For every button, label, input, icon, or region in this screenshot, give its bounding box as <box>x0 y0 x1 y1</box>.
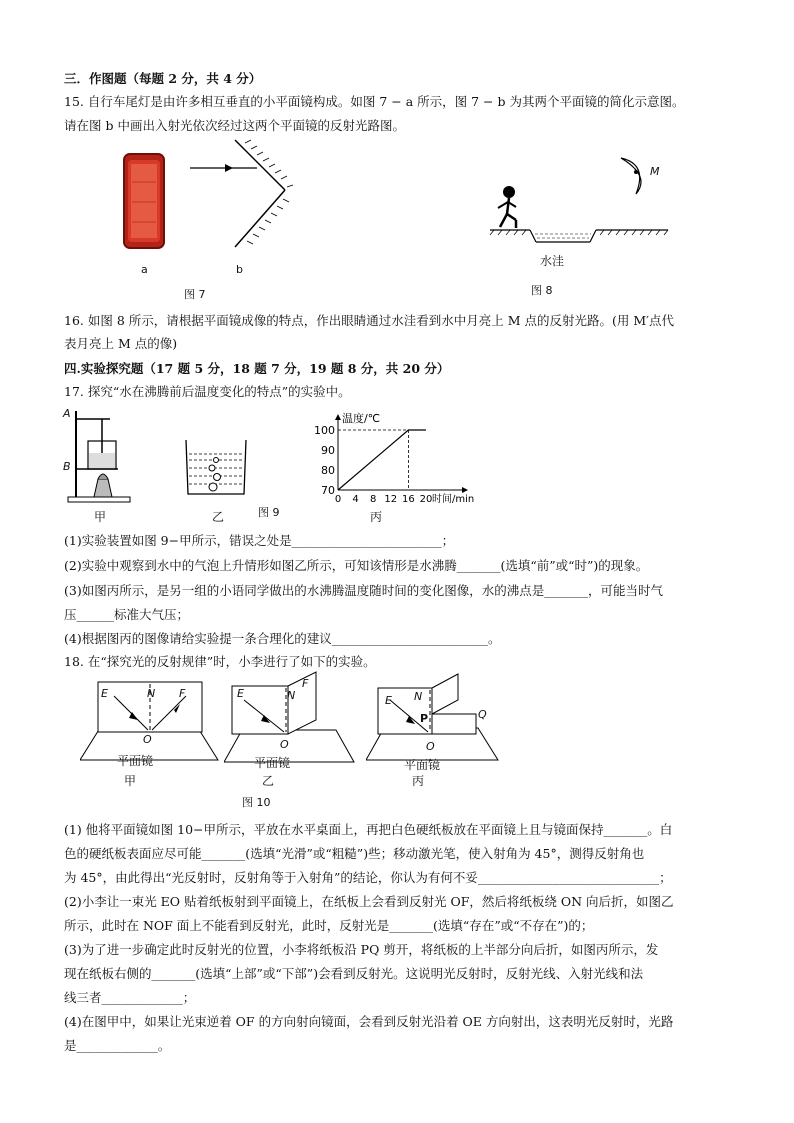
fig10-jia-e: E <box>101 687 108 700</box>
fig10-jia: 甲 <box>124 774 137 788</box>
q18-2a: (2)小李让一束光 EO 贴着纸板射到平面镜上，在纸板上会看到反射光 OF，然后将纸板绕 ON 向后折，如图乙 <box>64 894 674 909</box>
q16-line2: 表月亮上 M 点的像) <box>64 336 178 351</box>
fig10-caption: 图 10 <box>242 796 271 809</box>
graph-x-tick-label: 4 <box>352 494 359 505</box>
graph-x-tick-label: 12 <box>384 494 398 505</box>
fig8-water-label: 水洼 <box>540 254 565 268</box>
graph-y-tick-label: 100 <box>314 424 335 437</box>
graph-x-label: 时间/min <box>432 494 475 505</box>
fig9-jia-apparatus <box>62 405 142 505</box>
fig10-jia-n: N <box>147 687 156 700</box>
q17-2: (2)实验中观察到水中的气泡上升情形如图乙所示，可知该情形是水沸腾_______(选填“前”或“时”)的现象。 <box>64 558 649 573</box>
fig10-jia-f: F <box>179 687 186 700</box>
q17-3a: (3)如图丙所示，是另一组的小语同学做出的水沸腾温度随时间的变化图像，水的沸点是_______，可能当时气 <box>64 583 663 598</box>
fig10-yi: 乙 <box>262 774 275 788</box>
graph-x-tick-label: 16 <box>402 494 415 505</box>
fig7-label-b: b <box>236 263 243 276</box>
fig9-yi-beaker <box>182 438 250 498</box>
fig10-bing-o: O <box>426 740 435 753</box>
graph-temperature-line <box>338 430 426 490</box>
q15-line2: 请在图 b 中画出入射光依次经过这两个平面镜的反射光路图。 <box>64 118 405 133</box>
q18-3c: 线三者_____________； <box>64 990 196 1005</box>
q17-3b: 压______标准大气压； <box>64 607 190 622</box>
graph-x-tick-label: 20 <box>419 494 433 505</box>
graph-y-label: 温度/℃ <box>342 412 381 425</box>
fig10-yi-e: E <box>237 687 244 700</box>
fig7b-mirror-diagram <box>185 135 310 260</box>
q18-1c: 为 45°，由此得出“光反射时，反射角等于入射角”的结论，你认为有何不妥_____________________________； <box>64 870 672 885</box>
graph-y-tick-label: 90 <box>321 444 335 457</box>
fig10-bing: 丙 <box>412 774 425 788</box>
q18-4b: 是_____________。 <box>64 1038 171 1053</box>
fig9-caption: 图 9 <box>258 506 280 519</box>
section4-heading: 四.实验探究题（17 题 5 分，18 题 7 分，19 题 8 分，共 20 分） <box>64 361 450 376</box>
graph-y-tick-label: 80 <box>321 464 335 477</box>
fig9-yi: 乙 <box>212 510 225 524</box>
q15-line1: 15. 自行车尾灯是由许多相互垂直的小平面镜构成。如图 7 − a 所示，图 7 − b 为其两个平面镜的简化示意图。 <box>64 94 685 109</box>
q16-line1: 16. 如图 8 所示，请根据平面镜成像的特点，作出眼睛通过水洼看到水中月亮上 M 点的反射光路。(用 M′点代 <box>64 313 674 328</box>
fig10-yi-diagram <box>224 668 364 776</box>
fig10-jia-mirror: 平面镜 <box>117 754 154 768</box>
fig10-yi-n: N <box>287 689 296 702</box>
fig9-label-b: B <box>63 460 71 473</box>
q18-2b: 所示，此时在 NOF 面上不能看到反射光，此时，反射光是_______(选填“存在”或“不存在”)的； <box>64 918 594 933</box>
fig8-label-m: M <box>650 165 660 178</box>
fig10-jia-o: O <box>143 733 152 746</box>
q18-1b: 色的硬纸板表面应尽可能_______(选填“光滑”或“粗糙”)些；移动激光笔，使入射角为 45°，测得反射角也 <box>64 846 645 861</box>
q17-1: (1)实验装置如图 9−甲所示，错误之处是________________________； <box>64 533 455 548</box>
q17-intro: 17. 探究“水在沸腾前后温度变化的特点”的实验中。 <box>64 384 351 399</box>
q18-1a: (1) 他将平面镜如图 10−甲所示，平放在水平桌面上，再把白色硬纸板放在平面镜上且与镜面保持_______。白 <box>64 822 673 837</box>
section3-heading: 三．作图题（每题 2 分，共 4 分） <box>64 71 262 86</box>
fig9-bing: 丙 <box>370 510 383 524</box>
graph-x-tick-label: 0 <box>334 494 342 505</box>
fig7-label-a: a <box>141 263 148 276</box>
fig10-yi-f: F <box>302 677 309 690</box>
fig10-bing-e: E <box>385 694 392 707</box>
q18-4a: (4)在图甲中，如果让光束逆着 OF 的方向射向镜面，会看到反射光沿着 OE 方向射出，这表明光反射时，光路 <box>64 1014 674 1029</box>
fig10-bing-mirror: 平面镜 <box>404 758 441 772</box>
fig10-bing-n: N <box>414 690 423 703</box>
graph-y-arrow <box>335 414 341 420</box>
fig10-yi-mirror: 平面镜 <box>254 756 291 770</box>
fig8-caption: 图 8 <box>531 284 553 297</box>
q17-4: (4)根据图丙的图像请给实验提一条合理化的建议_________________________。 <box>64 631 501 646</box>
fig10-yi-o: O <box>280 738 289 751</box>
fig9-label-a: A <box>63 407 71 420</box>
q18-3a: (3)为了进一步确定此时反射光的位置，小李将纸板沿 PQ 剪开，将纸板的上半部分向后折，如图丙所示，发 <box>64 942 659 957</box>
fig9-jia: 甲 <box>94 510 107 524</box>
q18-intro: 18. 在“探究光的反射规律”时，小李进行了如下的实验。 <box>64 654 376 669</box>
q18-3b: 现在纸板右侧的_______(选填“上部”或“下部”)会看到反射光。这说明光反射时，反射光线、入射光线和法 <box>64 966 644 981</box>
graph-x-arrow <box>462 487 468 493</box>
fig10-bing-p: P <box>420 712 429 725</box>
graph-x-tick-label: 8 <box>370 494 377 505</box>
graph-y-tick-label: 70 <box>321 484 335 497</box>
fig9-bing-graph <box>308 410 493 510</box>
fig10-bing-q: Q <box>478 708 487 721</box>
fig7-caption: 图 7 <box>184 288 206 301</box>
fig7a-reflector-image <box>122 152 166 250</box>
